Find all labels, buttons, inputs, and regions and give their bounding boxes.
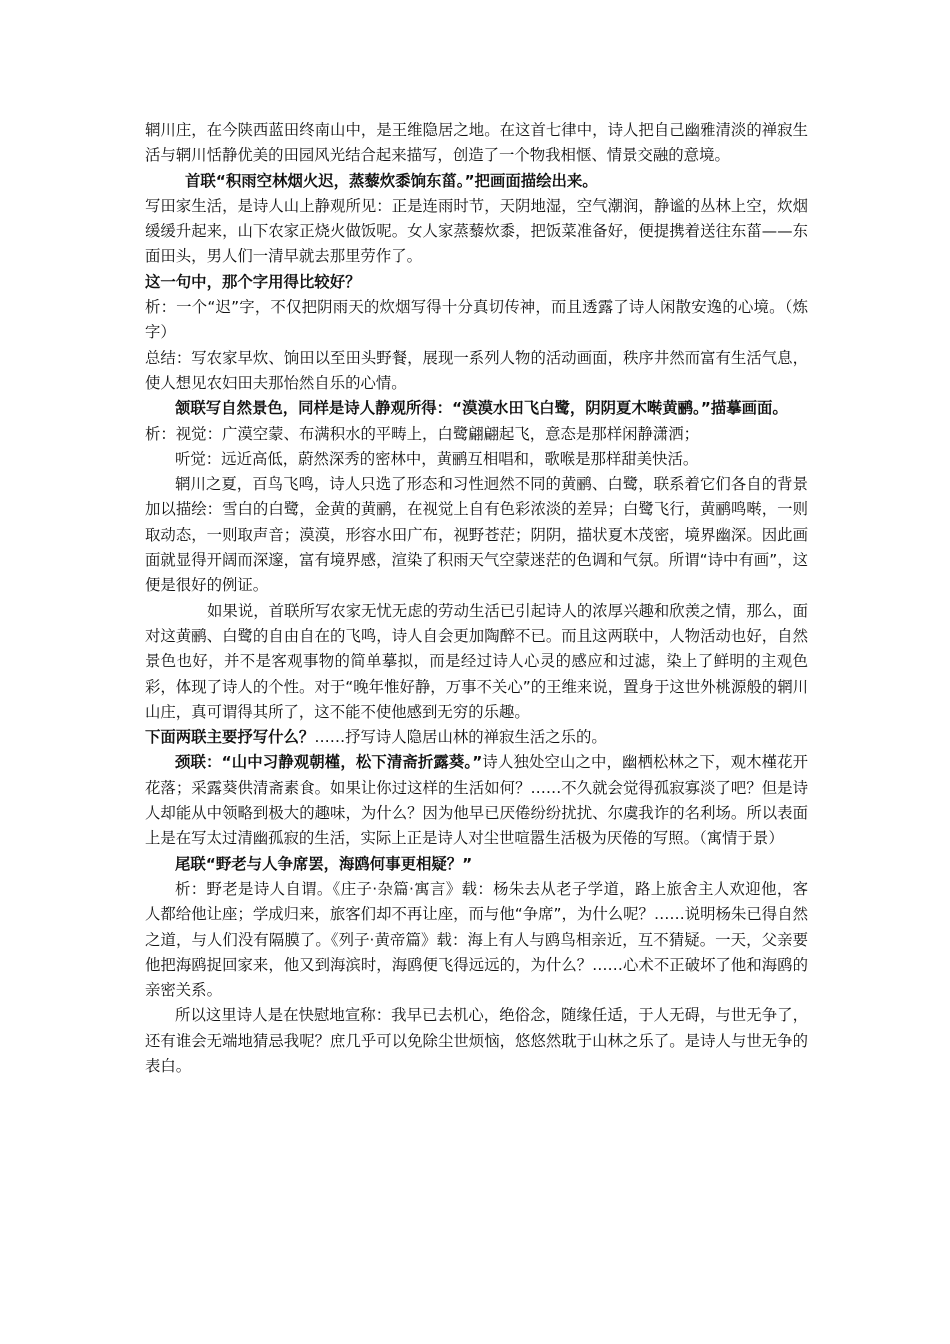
heading-first-couplet: 首联“积雨空林烟火迟，蒸藜炊黍饷东菑。”把画面描绘出来。 xyxy=(185,171,598,190)
paragraph-third-couplet xyxy=(145,750,808,851)
paragraph-summer-birds: 辋川之夏，百鸟飞鸣，诗人只选了形态和习性迥然不同的黄鹂、白鹭，联系着它们各自的背景加以描绘：雪白的白鹭，金黄的黄鹂，在视觉上自有色彩浓淡的差异；白鹭飞行，黄鹂鸣啭，一则取动态，一则取声音；漠漠，形容水田广布，视野苍茫；阴阴，描状夏木茂密，境界幽深。因此画面就显得开阔而深邃，富有境界感，渲染了积雨天气空蒙迷茫的色调和气氛。所谓“诗中有画”，这便是很好的例证。 xyxy=(145,475,808,595)
paragraph-last-two-question xyxy=(145,725,808,750)
heading-last-couplet: 尾联“野老与人争席罢，海鸥何事更相疑？” xyxy=(175,854,473,873)
question-best-word: 这一句中，那个字用得比较好？ xyxy=(145,272,361,291)
paragraph-auditory: 听觉：远近高低，蔚然深秀的密林中，黄鹂互相唱和，歌喉是那样甜美快活。 xyxy=(175,449,699,468)
paragraph-visual: 析：视觉：广漠空蒙、布满积水的平畴上，白鹭翩翩起飞，意态是那样闲静潇洒； xyxy=(145,424,700,443)
paragraph-intro: 辋川庄，在今陕西蓝田终南山中，是王维隐居之地。在这首七律中，诗人把自己幽雅清淡的禅寂生活与辋川恬静优美的田园风光结合起来描写，创造了一个物我相惬、情景交融的意境。 xyxy=(145,121,808,165)
answer-last-two: ……抒写诗人隐居山林的禅寂生活之乐的。 xyxy=(314,728,607,747)
paragraph-summary: 总结：写农家早炊、饷田以至田头野餐，展现一系列人物的活动画面，秩序井然而富有生活气息，使人想见农妇田夫那怡然自乐的心情。 xyxy=(145,348,808,392)
question-last-two: 下面两联主要抒写什么？ xyxy=(145,728,315,747)
heading-second-couplet: 颔联写自然景色，同样是诗人静观所得：“漠漠水田飞白鹭，阴阴夏木啭黄鹂。”描摹画面。 xyxy=(175,399,788,418)
heading-third-couplet: 颈联：“山中习静观朝槿，松下清斋折露葵。” xyxy=(175,753,483,772)
text-third-couplet: 诗人独处空山之中，幽栖松林之下，观木槿花开花落；采露葵供清斋素食。如果让你过这样的生活如何？……不久就会觉得孤寂寡淡了吧？但是诗人却能从中领略到极大的趣味，为什么？因为他早已厌倦纷纷扰扰、尔虞我诈的名利场。所以表面上是在写太过清幽孤寂的生活，实际上正是诗人对尘世喧嚣生活极为厌倦的写照。（寓情于景） xyxy=(145,753,808,848)
paragraph-last-analysis: 析：野老是诗人自谓。《庄子·杂篇·寓言》载：杨朱去从老子学道，路上旅舍主人欢迎他，客人都给他让座；学成归来，旅客们却不再让座，而与他“争席”，为什么呢？……说明杨朱已得自然之道，与人们没有隔膜了。《列子·黄帝篇》载：海上有人与鸥鸟相亲近，互不猜疑。一天，父亲要他把海鸥捉回家来，他又到海滨时，海鸥便飞得远远的，为什么？……心术不正破坏了他和海鸥的亲密关系。 xyxy=(145,879,808,1000)
paragraph-analysis-chi: 析：一个“迟”字，不仅把阴雨天的炊烟写得十分真切传神，而且透露了诗人闲散安逸的心境。（炼字） xyxy=(145,298,808,342)
paragraph-farm-life: 写田家生活，是诗人山上静观所见：正是连雨时节，天阴地湿，空气潮润，静谧的丛林上空，炊烟缓缓升起来，山下农家正烧火做饭呢。女人家蒸藜炊黍，把饭菜准备好，便提携着送往东菑——东面田头，男人们一清早就去那里劳作了。 xyxy=(145,196,808,266)
paragraph-if-said: 如果说，首联所写农家无忧无虑的劳动生活已引起诗人的浓厚兴趣和欣羡之情，那么，面对这黄鹂、白鹭的自由自在的飞鸣，诗人自会更加陶醉不已。而且这两联中，人物活动也好，自然景色也好，并不是客观事物的简单摹拟，而是经过诗人心灵的感应和过滤，染上了鲜明的主观色彩，体现了诗人的个性。对于“晚年惟好静，万事不关心”的王维来说，置身于这世外桃源般的辋川山庄，真可谓得其所了，这不能不使他感到无穷的乐趣。 xyxy=(145,601,808,721)
paragraph-conclusion: 所以这里诗人是在快慰地宣称：我早已去机心，绝俗念，随缘任适，于人无碍，与世无争了，还有谁会无端地猜忌我呢？庶几乎可以免除尘世烦恼，悠悠然耽于山林之乐了。是诗人与世无争的表白。 xyxy=(145,1006,808,1075)
document-body xyxy=(145,118,808,1079)
